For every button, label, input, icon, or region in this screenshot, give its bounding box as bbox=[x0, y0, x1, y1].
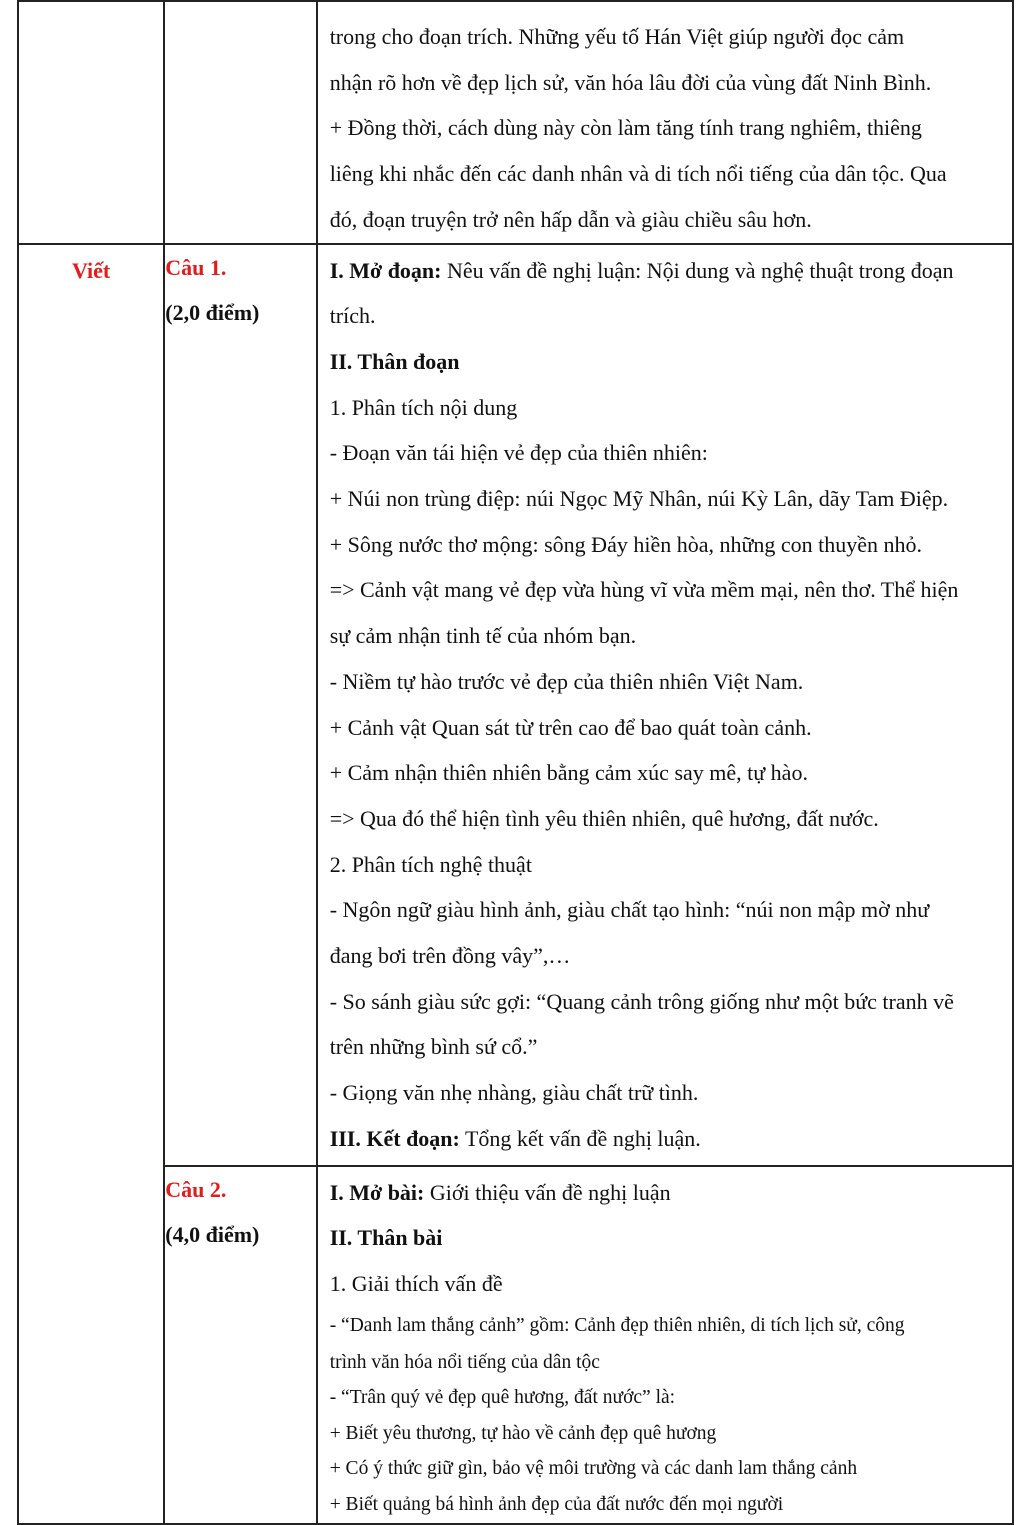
text-line: - Niềm tự hào trước vẻ đẹp của thiên nhiên Việt Nam. bbox=[329, 668, 804, 694]
table-row bbox=[18, 1166, 1013, 1524]
answer-table bbox=[17, 0, 1014, 1525]
section-heading: II. Thân đoạn bbox=[329, 348, 460, 374]
text-line: đó, đoạn truyện trở nên hấp dẫn và giàu chiều sâu hơn. bbox=[329, 206, 812, 232]
section-line bbox=[330, 248, 1002, 294]
question-points: (4,0 điểm) bbox=[165, 1222, 260, 1248]
text-line: - Giọng văn nhẹ nhàng, giàu chất trữ tình. bbox=[329, 1080, 699, 1106]
text-line: liêng khi nhắc đến các danh nhân và di tích nổi tiếng của dân tộc. Qua bbox=[329, 161, 947, 187]
text-line: + Đồng thời, cách dùng này còn làm tăng tính trang nghiêm, thiêng bbox=[329, 115, 922, 141]
question-points: (2,0 điểm) bbox=[165, 300, 260, 326]
section-text: Nêu vấn đề nghị luận: Nội dung và nghệ thuật trong đoạn bbox=[441, 257, 954, 283]
text-line: => Cảnh vật mang vẻ đẹp vừa hùng vĩ vừa mềm mại, nên thơ. Thể hiện bbox=[329, 577, 959, 603]
section-label: I. Mở bài: bbox=[329, 1179, 425, 1205]
text-line: 1. Phân tích nội dung bbox=[329, 394, 518, 420]
text-line: sự cảm nhận tinh tế của nhóm bạn. bbox=[329, 623, 637, 649]
question-cell-empty bbox=[164, 1, 316, 244]
text-line: - Đoạn văn tái hiện vẻ đẹp của thiên nhiên: bbox=[329, 440, 708, 466]
table-row bbox=[18, 244, 1013, 1166]
text-line: + Cảnh vật Quan sát từ trên cao để bao quát toàn cảnh. bbox=[329, 714, 812, 740]
text-line: + Biết quảng bá hình ảnh đẹp của đất nước đến mọi người bbox=[329, 1494, 784, 1515]
section-heading: II. Thân bài bbox=[329, 1225, 443, 1251]
question-title: Câu 2. bbox=[165, 1176, 227, 1202]
question-cell bbox=[164, 1166, 316, 1524]
skill-label: Viết bbox=[71, 257, 111, 283]
section-label: III. Kết đoạn: bbox=[329, 1125, 460, 1151]
text-line: - So sánh giàu sức gợi: “Quang cảnh trông giống như một bức tranh vẽ bbox=[329, 988, 954, 1014]
section-text: Tổng kết vấn đề nghị luận. bbox=[459, 1125, 701, 1151]
question-cell bbox=[164, 244, 316, 1166]
text-line: + Cảm nhận thiên nhiên bằng cảm xúc say mê, tự hào. bbox=[329, 760, 808, 786]
text-line: 1. Giải thích vấn đề bbox=[329, 1270, 503, 1296]
text-line: nhận rõ hơn về đẹp lịch sử, văn hóa lâu đời của vùng đất Ninh Bình. bbox=[329, 69, 932, 95]
text-line: trình văn hóa nổi tiếng của dân tộc bbox=[329, 1351, 600, 1373]
text-line: - “Danh lam thắng cảnh” gồm: Cảnh đẹp thiên nhiên, di tích lịch sử, công bbox=[329, 1314, 905, 1336]
text-line: + Biết yêu thương, tự hào về cảnh đẹp quê hương bbox=[329, 1422, 717, 1444]
answer-cell bbox=[317, 244, 1013, 1166]
text-line: trích. bbox=[329, 303, 376, 329]
answer-cell bbox=[317, 1, 1013, 244]
text-line: => Qua đó thể hiện tình yêu thiên nhiên, quê hương, đất nước. bbox=[329, 805, 879, 831]
text-line: đang bơi trên đồng vây”,… bbox=[329, 943, 571, 969]
section-line bbox=[330, 1170, 1002, 1216]
text-line: - Ngôn ngữ giàu hình ảnh, giàu chất tạo hình: “núi non mập mờ như bbox=[329, 897, 930, 923]
skill-cell-empty bbox=[18, 1, 164, 244]
section-text: Giới thiệu vấn đề nghị luận bbox=[424, 1179, 671, 1205]
skill-cell bbox=[18, 244, 164, 1524]
question-title: Câu 1. bbox=[165, 254, 227, 280]
text-line: + Sông nước thơ mộng: sông Đáy hiền hòa, những con thuyền nhỏ. bbox=[329, 531, 923, 557]
table-row bbox=[18, 1, 1013, 244]
text-line: + Núi non trùng điệp: núi Ngọc Mỹ Nhân, núi Kỳ Lân, dãy Tam Điệp. bbox=[329, 486, 949, 512]
text-line: trong cho đoạn trích. Những yếu tố Hán Việt giúp người đọc cảm bbox=[329, 24, 905, 49]
section-line bbox=[330, 1116, 1002, 1162]
text-line: 2. Phân tích nghệ thuật bbox=[329, 851, 532, 877]
text-line: - “Trân quý vẻ đẹp quê hương, đất nước” là: bbox=[329, 1387, 676, 1409]
text-line: trên những bình sứ cổ.” bbox=[329, 1034, 538, 1060]
answer-cell bbox=[317, 1166, 1013, 1524]
text-line: + Có ý thức giữ gìn, bảo vệ môi trường và các danh lam thắng cảnh bbox=[329, 1458, 858, 1480]
section-label: I. Mở đoạn: bbox=[329, 257, 442, 283]
